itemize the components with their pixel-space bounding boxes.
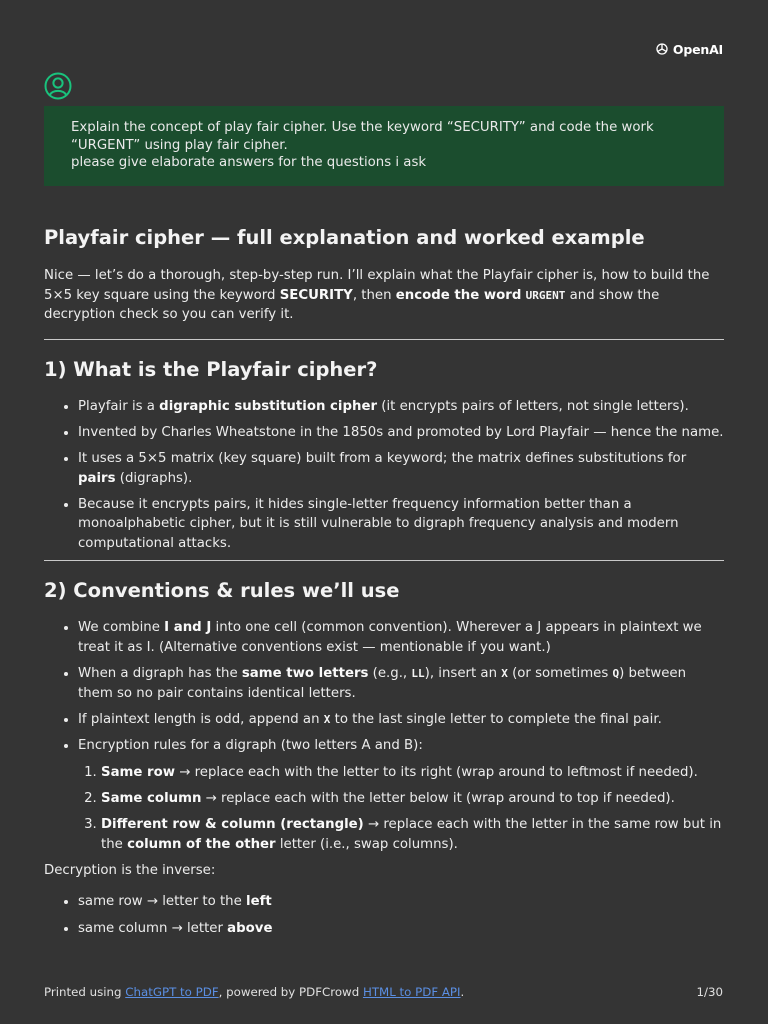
page-number: 1/30 bbox=[696, 985, 723, 999]
logo-text: OpenAI bbox=[672, 41, 723, 57]
section-1-list bbox=[44, 397, 724, 554]
openai-logo bbox=[654, 41, 723, 57]
prompt-line-1: Explain the concept of play fair cipher. Use the keyword “SECURITY” and code the work “URGENT” using play fair cipher. bbox=[71, 120, 654, 153]
list-item: • Playfair is a digraphic substitution cipher (it encrypts pairs of letters, not single letters). bbox=[78, 397, 724, 417]
section-2-heading: 2) Conventions & rules we’ll use bbox=[44, 579, 400, 603]
list-item: • When a digraph has the same two letters (e.g., LL), insert an X (or sometimes Q) between them so no pair contains identical letters. bbox=[78, 664, 724, 703]
footer-text: . bbox=[460, 985, 465, 999]
section-1-heading: 1) What is the Playfair cipher? bbox=[44, 357, 378, 381]
list-item: • If plaintext length is odd, append an X to the last single letter to complete the final pair. bbox=[78, 710, 724, 730]
list-item: • Encryption rules for a digraph (two letters A and B): bbox=[78, 736, 724, 756]
decryption-intro: Decryption is the inverse: bbox=[44, 862, 216, 878]
decryption-list bbox=[44, 892, 724, 938]
list-item: • Because it encrypts pairs, it hides single-letter frequency information better than a monoalphabetic cipher, but it is still vulnerable to digraph frequency analysis and modern computational attacks. bbox=[78, 495, 724, 554]
list-item: • We combine I and J into one cell (common convention). Wherever a J appears in plaintext we treat it as I. (Alternative conventions exist — mentionable if you want.) bbox=[78, 618, 724, 657]
intro-keyword: SECURITY bbox=[279, 287, 353, 303]
intro-code-word: URGENT bbox=[525, 288, 566, 302]
intro-text: Nice — let’s do a thorough, step-by-step run. I’ll explain what the Playfair cipher is, how to build the 5×5 key square using the keyword bbox=[44, 268, 710, 303]
page-title: Playfair cipher — full explanation and worked example bbox=[44, 226, 645, 249]
section-2-list bbox=[44, 618, 724, 755]
intro-text: and show the decryption check so you can verify it. bbox=[44, 287, 660, 322]
html-to-pdf-api-link[interactable]: HTML to PDF API bbox=[362, 985, 461, 999]
prompt-line-2: please give elaborate answers for the questions i ask bbox=[71, 155, 427, 170]
footer-credit bbox=[44, 985, 464, 999]
divider bbox=[44, 560, 724, 561]
footer-text: , powered by PDFCrowd bbox=[218, 985, 363, 999]
user-prompt bbox=[44, 106, 724, 186]
intro-paragraph bbox=[44, 266, 724, 325]
intro-bold: encode the word bbox=[395, 287, 522, 303]
rule-item: 1. Same row → replace each with the letter to its right (wrap around to leftmost if needed). bbox=[101, 763, 724, 783]
rule-item: 2. Same column → replace each with the letter below it (wrap around to top if needed). bbox=[101, 789, 724, 809]
openai-knot-icon bbox=[654, 41, 670, 57]
chatgpt-to-pdf-link[interactable]: ChatGPT to PDF bbox=[125, 985, 219, 999]
divider bbox=[44, 339, 724, 340]
footer-text: Printed using bbox=[44, 985, 126, 999]
response-content bbox=[44, 224, 724, 945]
list-item: • Invented by Charles Wheatstone in the 1850s and promoted by Lord Playfair — hence the name. bbox=[78, 423, 724, 443]
user-avatar-icon bbox=[44, 72, 72, 100]
rule-item: 3. Different row & column (rectangle) → replace each with the letter in the same row but in the column of the other letter (i.e., swap columns). bbox=[101, 815, 724, 854]
intro-text: , then bbox=[352, 287, 396, 303]
list-item: • same row → letter to the left bbox=[78, 892, 724, 912]
list-item: • same column → letter above bbox=[78, 919, 724, 939]
page-footer bbox=[44, 985, 723, 999]
encryption-rules-list bbox=[44, 763, 724, 855]
list-item: • It uses a 5×5 matrix (key square) built from a keyword; the matrix defines substitutions for pairs (digraphs). bbox=[78, 449, 724, 488]
